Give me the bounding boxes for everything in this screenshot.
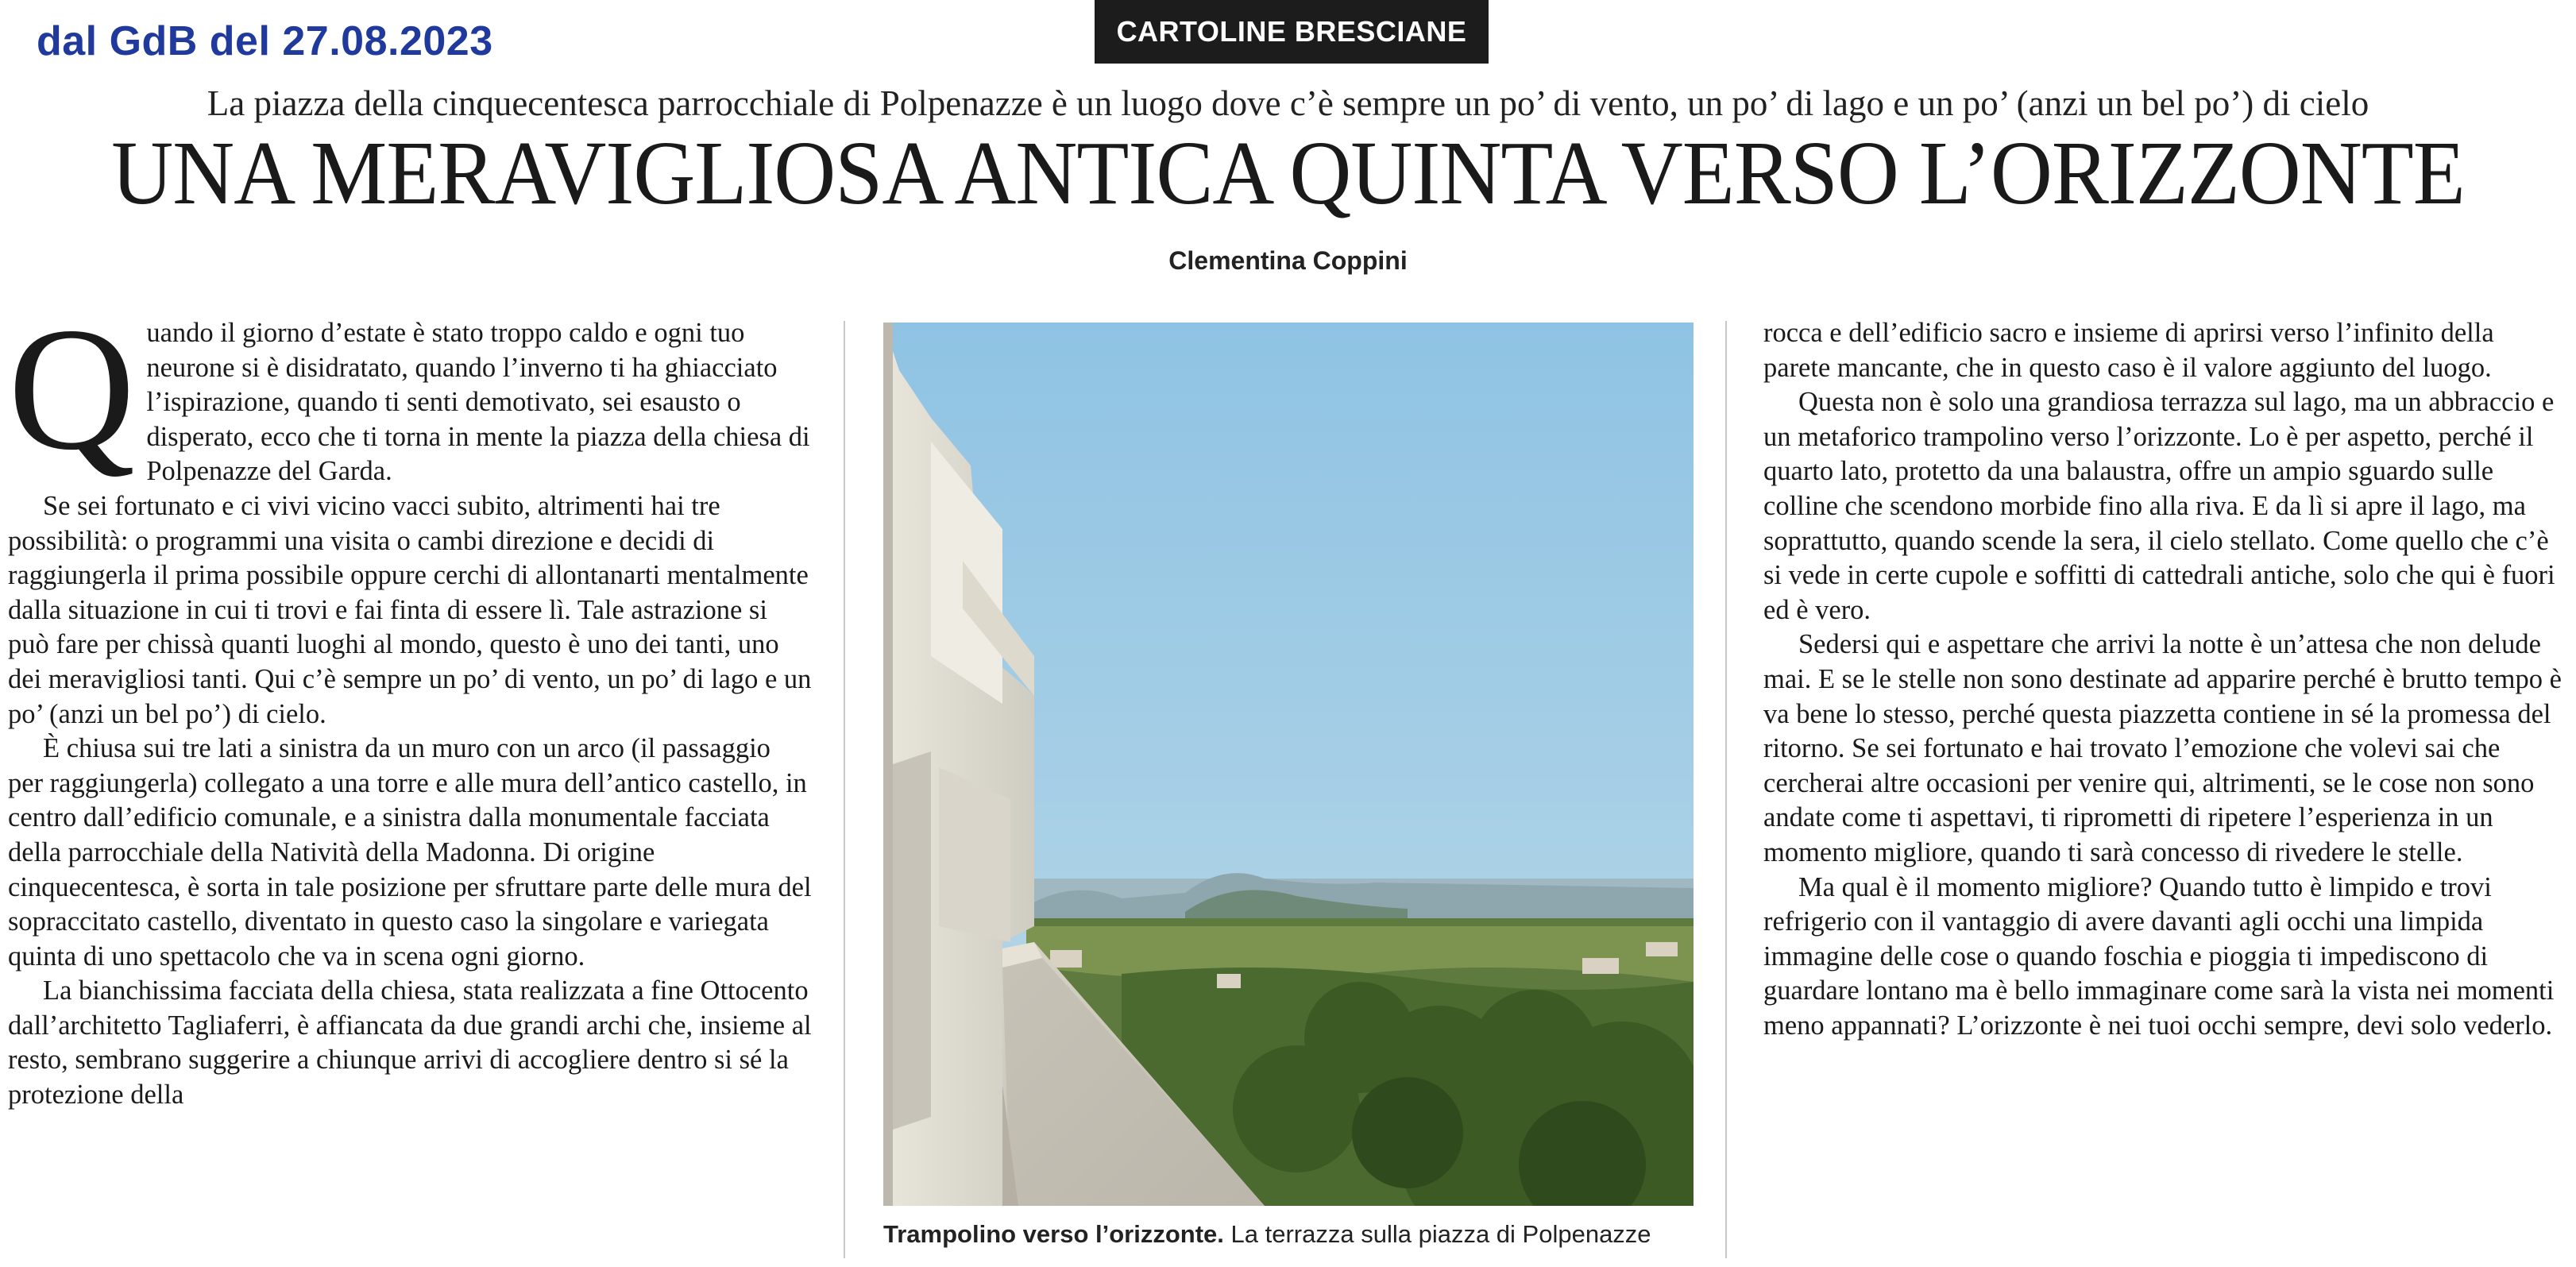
paragraph: Se sei fortunato e ci vivi vicino vacci subito, altrimenti hai tre possibilità: o programmi una visita o cambi direzione e decidi di raggiungerla il prima possibile oppure cerchi di allontanarti mentalmente dalla situazione in cui ti trovi e fai finta di essere lì. Tale astrazione si può fare per chissà quanti luoghi al mondo, questo è uno dei tanti, uno dei meravigliosi tanti. Qui c’è sempre un po’ di vento, un po’ di lago e un po’ (anzi un bel po’) di cielo. bbox=[8, 490, 812, 729]
section-rubric: CARTOLINE BRESCIANE bbox=[1095, 0, 1489, 64]
paragraph: Ma qual è il momento migliore? Quando tutto è limpido e trovi refrigerio con il vantaggio di avere davanti agli occhi una limpida immagine delle cose o quando foschia e pioggia ti impediscono di guardare lontano ma è bello immaginare come sarà la vista nei momenti meno appannati? L’orizzonte è nei tuoi occhi sempre, devi solo vederlo. bbox=[1763, 871, 2555, 1041]
caption-text: La terrazza sulla piazza di Polpenazze bbox=[1223, 1220, 1651, 1248]
source-label: dal GdB del 27.08.2023 bbox=[37, 18, 493, 64]
paragraph: rocca e dell’edificio sacro e insieme di aprirsi verso l’infinito della parete mancante, che in questo caso è il valore aggiunto del luogo. bbox=[1763, 318, 2494, 383]
terrace-view-image bbox=[883, 323, 1694, 1206]
paragraph: Sedersi qui e aspettare che arrivi la notte è un’attesa che non delude mai. E se le stelle non sono destinate ad apparire perché è brutto tempo è va bene lo stesso, perché questa piazzetta contiene in sé la promessa del ritorno. Se sei fortunato e hai trovato l’emozione che volevi sai che cercherai altre occasioni per venire qui, altrimenti, se le cose non sono andate come ti aspettavi, ti riprometti di ripetere l’esperienza in un momento migliore, quando ti sarà concesso di rivedere le stelle. bbox=[1763, 629, 2562, 867]
paragraph: uando il giorno d’estate è stato troppo caldo e ogni tuo neurone si è disidratato, quando l’inverno ti ha ghiacciato l’ispirazione, quando ti senti demotivato, sei esausto o disperato, ecco che ti torna in mente la piazza della chiesa di Polpenazze del Garda. bbox=[146, 318, 810, 487]
article-column-1 bbox=[8, 316, 812, 1261]
paragraph: È chiusa sui tre lati a sinistra da un muro con un arco (il passaggio per raggiungerla) collegato a una torre e alle mura dell’antico castello, in centro dall’edificio comunale, e a sinistra dalla monumentale facciata della parrocchiale della Natività della Madonna. Di origine cinquecentesca, è sorta in tale posizione per sfruttare parte delle mura del sopraccitato castello, diventato in questo caso la singolare e variegata quinta di uno spettacolo che va in scena ogni giorno. bbox=[8, 733, 812, 971]
paragraph: La bianchissima facciata della chiesa, stata realizzata a fine Ottocento dall’architetto Tagliaferri, è affiancata da due grandi archi che, insieme al resto, sembrano suggerire a chiunque arrivi di accogliere dentro si sé la protezione della bbox=[8, 975, 812, 1111]
headline: UNA MERAVIGLIOSA ANTICA QUINTA VERSO L’ORIZZONTE bbox=[111, 123, 2465, 224]
column-rule bbox=[844, 321, 845, 1258]
byline: Clementina Coppini bbox=[1168, 246, 1408, 275]
paragraph: Questa non è solo una grandiosa terrazza sul lago, ma un abbraccio e un metaforico trampolino verso l’orizzonte. Lo è per aspetto, perché il quarto lato, protetto da una balaustra, offre un ampio sguardo sulle colline che scendono morbide fino alla riva. E da lì si apre il lago, ma soprattutto, quando scende la sera, il cielo stellato. Come quello che c’è si vede in certe cupole e soffitti di cattedrali antiche, solo che qui è fuori ed è vero. bbox=[1763, 387, 2555, 625]
kicker: La piazza della cinquecentesca parrocchiale di Polpenazze è un luogo dove c’è sempre un po’ di vento, un po’ di lago e un po’ (anzi un bel po’) di cielo bbox=[207, 83, 2369, 123]
photo-caption bbox=[883, 1220, 1741, 1249]
drop-cap: Q bbox=[8, 316, 136, 487]
column-rule bbox=[1725, 321, 1727, 1258]
photo-terrace bbox=[883, 323, 1694, 1206]
caption-title: Trampolino verso l’orizzonte. bbox=[883, 1220, 1224, 1248]
article-column-3 bbox=[1763, 316, 2566, 1261]
